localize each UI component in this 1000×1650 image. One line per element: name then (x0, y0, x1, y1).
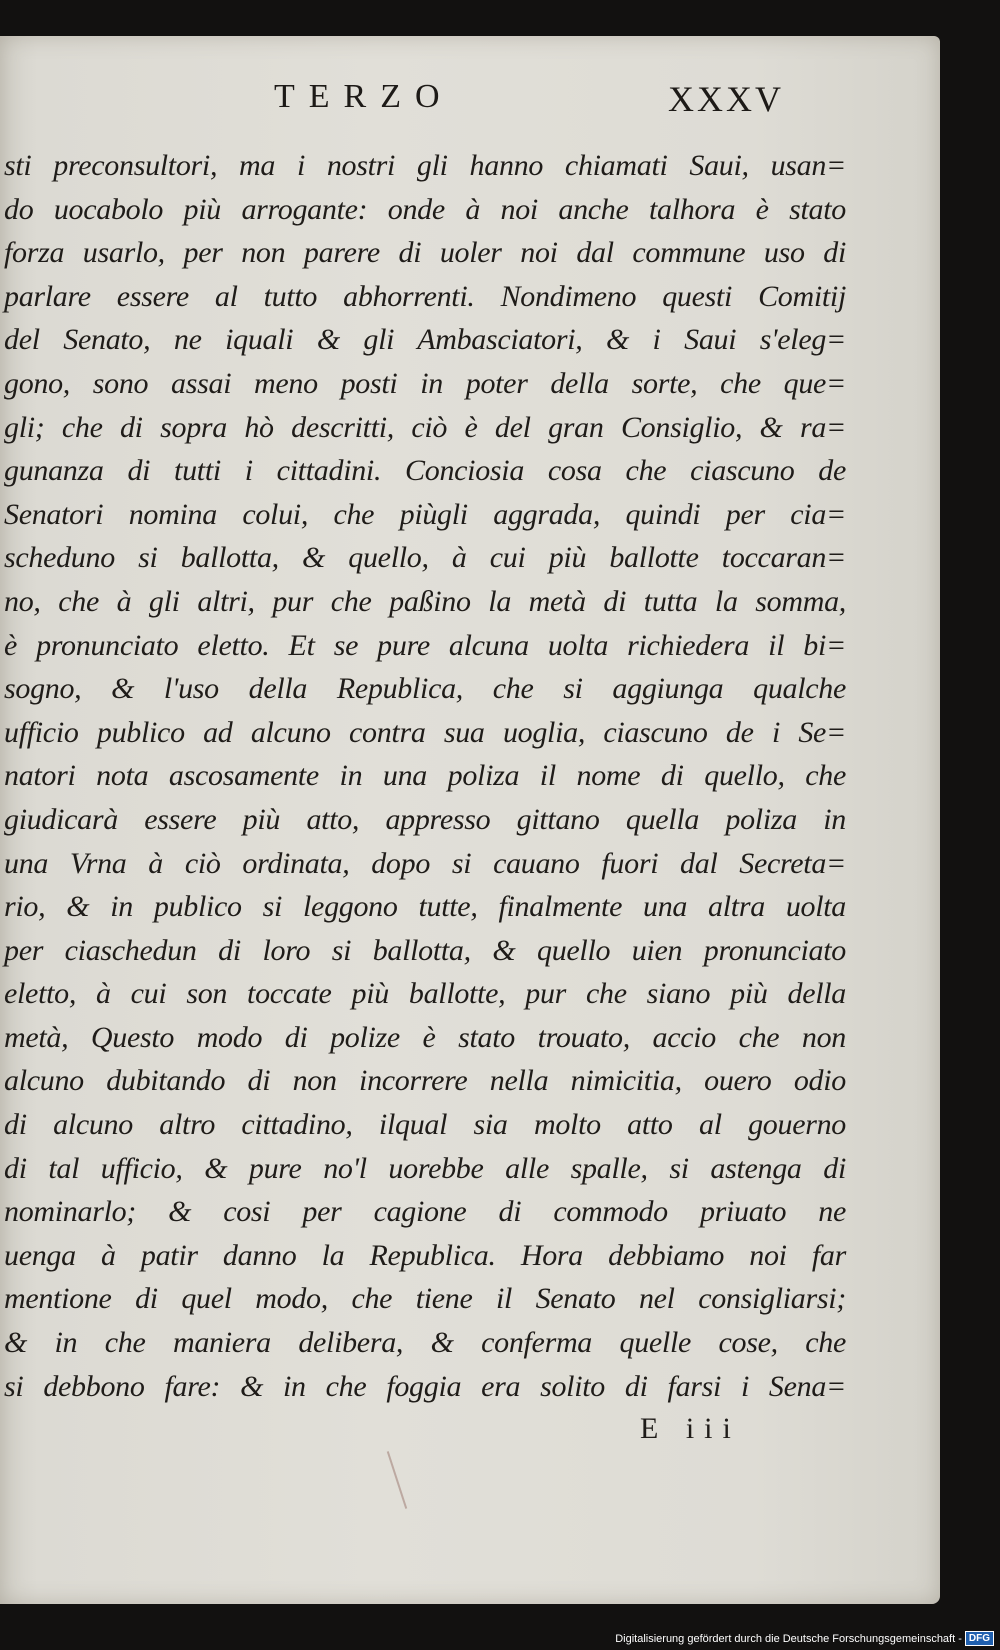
dfg-logo: DFG (965, 1631, 994, 1646)
text-line: metà, Questo modo di polize è stato trouato, accio che non (4, 1020, 846, 1054)
credit-text: Digitalisierung gefördert durch die Deutsche Forschungsgemeinschaft - (615, 1632, 962, 1645)
text-line: per ciaschedun di loro si ballotta, & quello uien pronunciato (4, 933, 846, 967)
body-text (4, 144, 846, 1408)
text-line: Senatori nomina colui, che piùgli aggrada, quindi per cia= (4, 497, 846, 531)
text-line: no, che à gli altri, pur che paßino la metà di tutta la somma, (4, 584, 846, 618)
text-line: eletto, à cui son toccate più ballotte, pur che siano più della (4, 977, 846, 1011)
text-line: sogno, & l'uso della Republica, che si aggiunga qualche (4, 672, 846, 706)
text-line: gunanza di tutti i cittadini. Conciosia cosa che ciascuno de (4, 454, 846, 488)
text-line: gono, sono assai meno posti in poter della sorte, che que= (4, 366, 846, 400)
running-head-title: TERZO (274, 78, 454, 115)
text-line: del Senato, ne iquali & gli Ambasciatori, & i Saui s'eleg= (4, 323, 846, 357)
text-line: si debbono fare: & in che foggia era solito di farsi i Sena= (4, 1369, 846, 1403)
text-line: uenga à patir danno la Republica. Hora debbiamo noi far (4, 1238, 846, 1272)
text-line: forza usarlo, per non parere di uoler noi dal commune uso di (4, 236, 846, 270)
funding-credit (615, 1631, 994, 1646)
text-line: mentione di quel modo, che tiene il Senato nel consigliarsi; (4, 1282, 846, 1316)
text-line: parlare essere al tutto abhorrenti. Nondimeno questi Comitij (4, 279, 846, 313)
text-line: alcuno dubitando di non incorrere nella nimicitia, ouero odio (4, 1064, 846, 1098)
text-line: gli; che di sopra hò descritti, ciò è del gran Consiglio, & ra= (4, 410, 846, 444)
running-head (0, 78, 940, 118)
text-line: sti preconsultori, ma i nostri gli hanno chiamati Saui, usan= (4, 149, 846, 182)
text-line: di alcuno altro cittadino, ilqual sia molto atto al gouerno (4, 1108, 846, 1142)
text-line: nominarlo; & cosi per cagione di commodo priuato ne (4, 1195, 846, 1229)
text-line: di tal ufficio, & pure no'l uorebbe alle spalle, si astenga di (4, 1151, 846, 1185)
text-line: & in che maniera delibera, & conferma quelle cose, che (4, 1326, 846, 1360)
text-line: natori nota ascosamente in una poliza il nome di quello, che (4, 759, 846, 793)
text-line: giudicarà essere più atto, appresso gittano quella poliza in (4, 802, 846, 836)
text-line: una Vrna à ciò ordinata, dopo si cauano fuori dal Secreta= (4, 846, 846, 880)
text-line: ufficio publico ad alcuno contra sua uoglia, ciascuno de i Se= (4, 715, 846, 749)
folio-number: XXXV (668, 79, 784, 119)
text-line: rio, & in publico si leggono tutte, finalmente una altra uolta (4, 890, 846, 924)
text-line: è pronunciato eletto. Et se pure alcuna uolta richiedera il bi= (4, 628, 846, 662)
text-line: scheduno si ballotta, & quello, à cui più ballotte toccaran= (4, 541, 846, 575)
text-line: do uocabolo più arrogante: onde à noi anche talhora è stato (4, 192, 846, 226)
signature-mark: E iii (640, 1412, 741, 1445)
